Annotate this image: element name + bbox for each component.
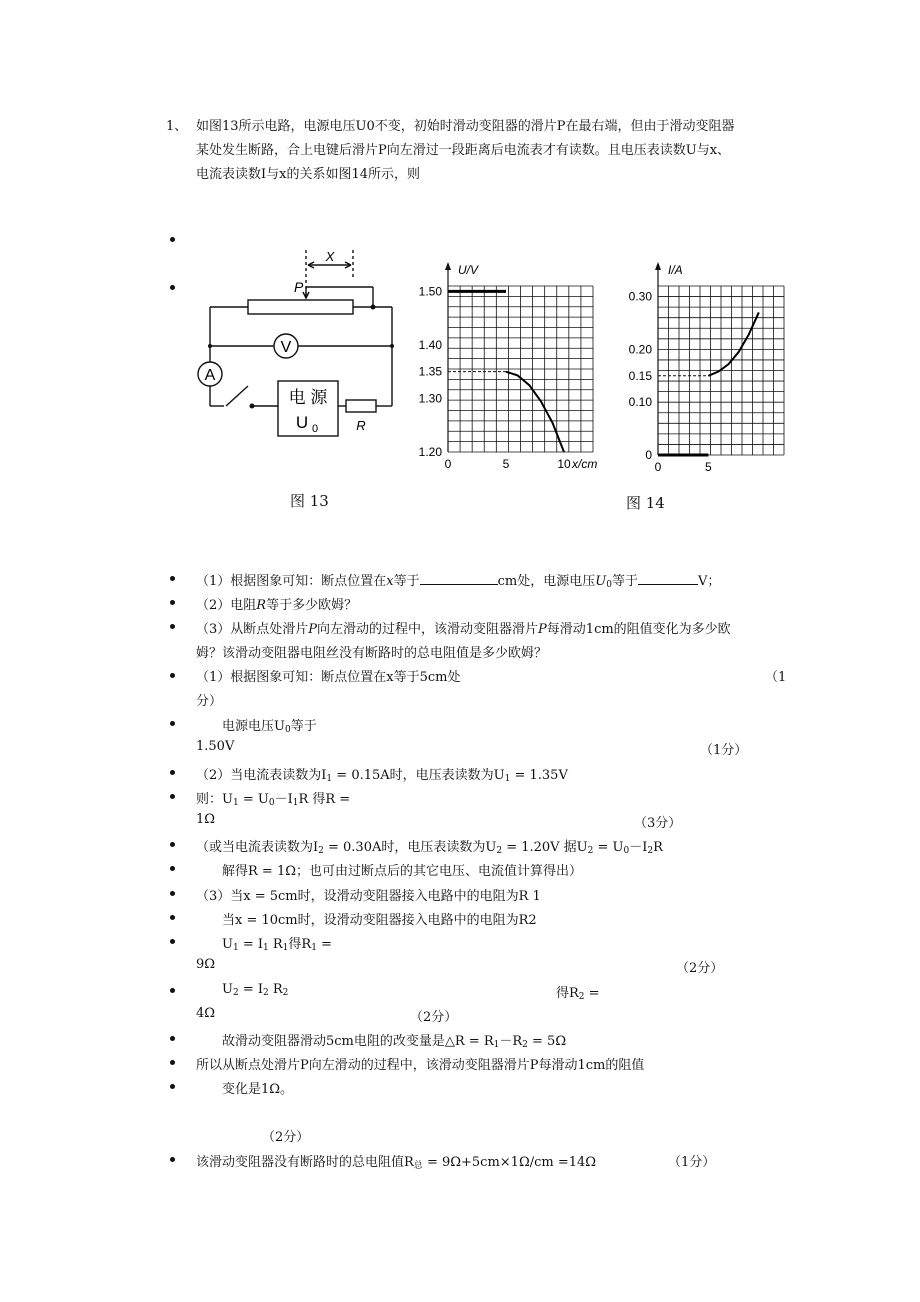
answer-3-score-4: （1分） — [668, 1155, 716, 1170]
answer-3-line-2: 当x = 10cm时，设滑动变阻器接入电路中的电阻为R2 — [222, 913, 537, 928]
question-line-2: 某处发生断路，合上电键后滑片P向左滑过一段距离后电流表才有读数。且电压表读数U与x、 — [196, 143, 731, 158]
y-axis-label: I/A — [668, 263, 683, 277]
y-axis-arrow — [445, 262, 451, 270]
y-tick-label: 1.40 — [418, 337, 442, 352]
series-line — [708, 312, 758, 375]
x-tick-label: 0 — [444, 457, 452, 471]
answer-3-value-2: 4Ω — [196, 1006, 216, 1021]
y-tick-label: 1.20 — [418, 445, 442, 459]
y-tick-label: 1.50 — [418, 284, 442, 299]
answer-2b-value: 1Ω — [196, 812, 216, 827]
answer-2d-line: 解得R = 1Ω；也可由过断点后的其它电压、电流值计算得出） — [222, 864, 582, 879]
figure-14-caption: 图 14 — [626, 494, 665, 512]
x-tick-label: 5 — [502, 457, 510, 471]
answer-2b-score: （3分） — [634, 816, 682, 831]
answer-3-score-3: （2分） — [262, 1130, 310, 1145]
y-tick-label: 0.30 — [628, 289, 652, 304]
figure-13-caption: 图 13 — [290, 492, 329, 510]
answer-1-line: （1）根据图象可知：断点位置在x等于5cm处 — [196, 670, 461, 685]
y-tick-label: 0.10 — [628, 395, 652, 410]
ammeter-label: A — [204, 367, 216, 384]
question-line-1: 如图13所示电路，电源电压U0不变，初始时滑动变阻器的滑片P在最右端，但由于滑动变阻器 — [196, 119, 735, 134]
source-u-sub: 0 — [312, 423, 319, 435]
y-tick-label: 0 — [645, 448, 652, 462]
answer-1-score-b: 分） — [196, 694, 223, 709]
answer-3-score-2: （2分） — [410, 1010, 458, 1025]
sub-question-3-line-1: （3）从断点处滑片P向左滑动的过程中，该滑动变阻器滑片P每滑动1cm的阻值变化为多少欧 — [196, 622, 731, 637]
answer-3-value-1: 9Ω — [196, 957, 216, 972]
figure-14-charts — [410, 258, 790, 478]
x-tick-label: 0 — [654, 460, 662, 474]
answer-2-line: （2）当电流表读数为$I_1 = 0.15A$时，电压表读数为$U_1 = 1.35V$ — [196, 768, 568, 784]
answer-3-score-1: （2分） — [676, 961, 724, 976]
resistor-label: R — [356, 418, 366, 433]
answer-3-line-4-tail: 得$R_2$ = — [556, 986, 600, 1002]
answer-2b-line: 则：$U_1 = U_0-I_1R$ 得R = — [196, 792, 351, 808]
label-x: X — [325, 249, 335, 264]
answer-1b-line: 电源电压$U_0$等于 — [222, 719, 317, 735]
source-label: 电 源 — [288, 388, 328, 407]
answer-1b-value: 1.50V — [196, 739, 235, 754]
figure-13-circuit — [190, 245, 410, 445]
y-tick-label: 1.30 — [418, 391, 442, 406]
list-bullet — [170, 237, 175, 242]
sub-question-1: （1）根据图象可知：断点位置在x等于 cm处，电源电压$U_0$等于 V； — [196, 574, 721, 590]
answer-3-line-4: $U_2 = I_2$ $R_2$ — [222, 982, 289, 998]
question-number: 1、 — [166, 119, 188, 134]
answer-3-line-6: 所以从断点处滑片P向左滑动的过程中，该滑动变阻器滑片P每滑动1cm的阻值 — [196, 1058, 645, 1073]
answer-3-line-8: 该滑动变阻器没有断路时的总电阻值$R_总 = 9\Omega+5cm\times 1\Omega/cm =14\Omega$ — [196, 1155, 597, 1171]
source-u-label: U — [295, 413, 309, 432]
x-axis-label: x/cm — [572, 457, 598, 471]
sub-question-3-line-2: 姆？该滑动变阻器电阻丝没有断路时的总电阻值是多少欧姆？ — [196, 646, 548, 661]
y-tick-label: 0.20 — [628, 342, 652, 357]
series-line — [506, 372, 564, 452]
answer-3-line-7: 变化是1Ω。 — [222, 1082, 294, 1097]
sub-question-2: （2）电阻R等于多少欧姆？ — [196, 598, 358, 613]
voltmeter-label: V — [280, 339, 292, 356]
question-line-3: 电流表读数I与x的关系如图14所示，则 — [196, 167, 421, 182]
y-axis-arrow — [655, 262, 661, 270]
answer-1-score-a: （1 — [765, 670, 787, 685]
answer-2c-line: （或当电流表读数为$I_2 = 0.30A$时，电压表读数为$U_2 = 1.20V$ 据$U_2 = U_0-I_2R$ — [196, 840, 663, 856]
answer-1b-score: （1分） — [700, 743, 748, 758]
answer-3-line-3: $U_1 = I_1$ $R_1$得$R_1$ = — [222, 937, 332, 953]
i-chart — [629, 262, 784, 474]
label-p: P — [294, 279, 304, 295]
answer-3-line-5: 故滑动变阻器滑动5cm电阻的改变量是△R = $R_1-R_2 = 5\Omega$ — [222, 1034, 567, 1050]
y-tick-label: 1.35 — [418, 364, 442, 379]
answer-3-line-1: （3）当x = 5cm时，设滑动变阻器接入电路中的电阻为R 1 — [196, 889, 541, 904]
y-tick-label: 0.15 — [628, 368, 652, 383]
list-bullet — [170, 285, 175, 290]
x-tick-label: 10 — [557, 457, 571, 471]
y-axis-label: U/V — [458, 263, 479, 277]
u-chart — [419, 262, 598, 471]
x-tick-label: 5 — [705, 460, 712, 474]
